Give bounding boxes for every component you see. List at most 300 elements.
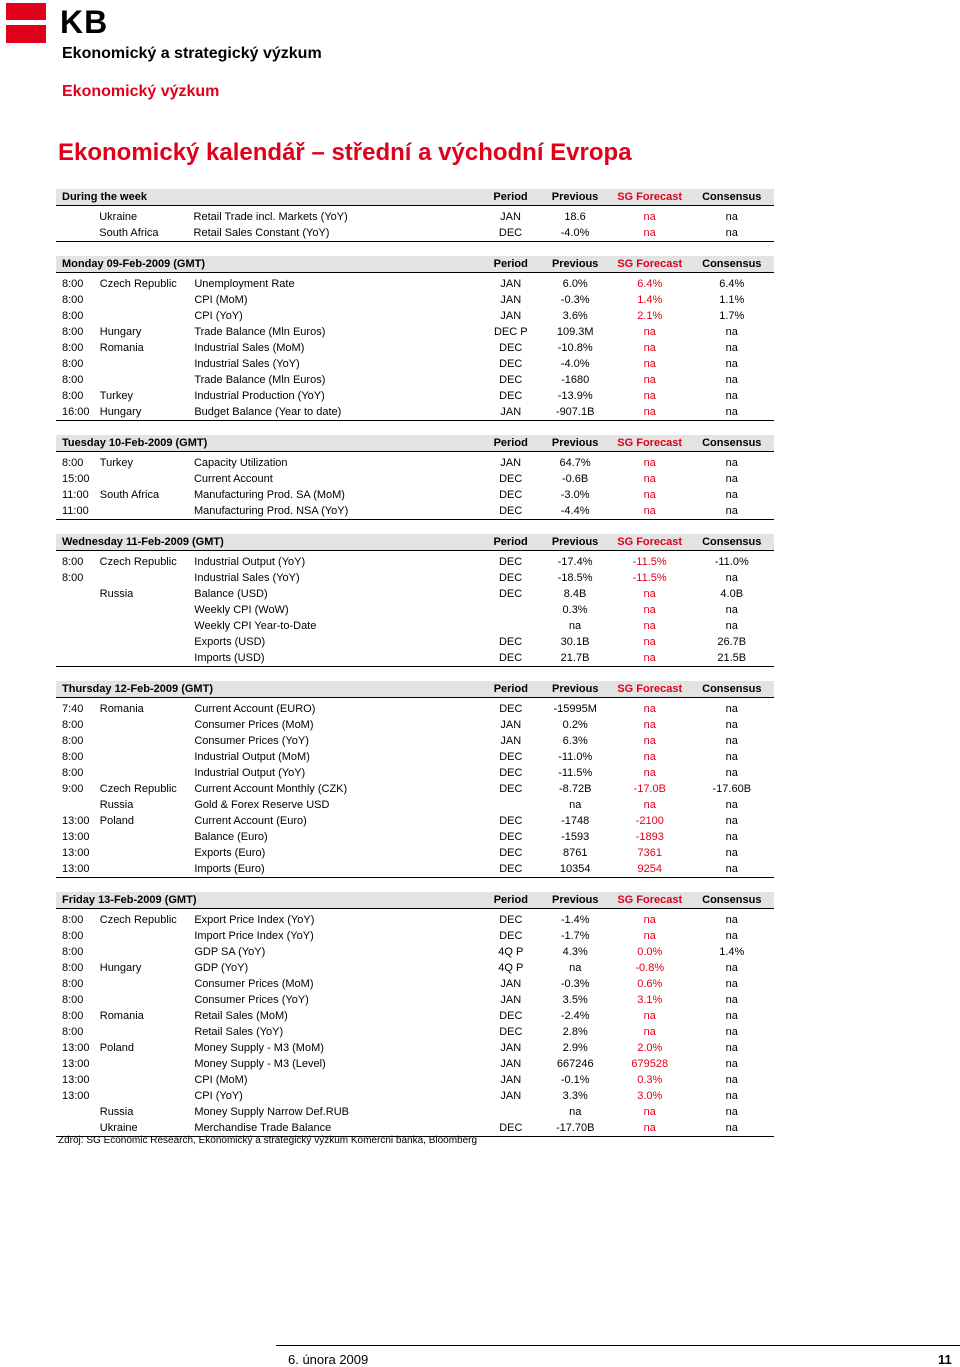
column-header-previous: Previous	[540, 189, 610, 206]
cell-country: Hungary	[99, 325, 142, 338]
cell-time: 8:00	[62, 309, 84, 322]
cell-time: 8:00	[62, 961, 84, 974]
table-row	[56, 928, 774, 944]
cell-indicator: Manufacturing Prod. SA (MoM)	[193, 488, 345, 501]
cell-country: Poland	[99, 814, 135, 827]
table-row	[56, 471, 774, 487]
cell-forecast: -0.8%	[635, 961, 665, 974]
cell-country: Romania	[99, 341, 144, 354]
cell-indicator: Consumer Prices (MoM)	[194, 718, 314, 731]
cell-forecast: 0.0%	[637, 945, 663, 958]
cell-indicator: Retail Sales (MoM)	[194, 1009, 288, 1022]
table-row	[56, 308, 774, 324]
cell-previous: 6.0%	[562, 277, 588, 290]
calendar-section-table	[56, 681, 774, 878]
cell-indicator: Manufacturing Prod. NSA (YoY)	[194, 503, 481, 520]
cell-previous: -8.72B	[559, 782, 592, 795]
cell-indicator: Imports (Euro)	[194, 861, 481, 878]
cell-consensus: na	[725, 341, 738, 354]
cell-forecast: na	[643, 373, 656, 386]
cell-previous: -11.0%	[558, 750, 593, 763]
cell-indicator: Money Supply - M3 (Level)	[194, 1057, 326, 1070]
cell-time	[56, 634, 100, 650]
cell-country	[100, 372, 195, 388]
cell-previous: -1680	[561, 373, 590, 386]
cell-country: Hungary	[99, 961, 142, 974]
cell-forecast: -11.5%	[632, 555, 667, 568]
cell-previous: -4.0%	[560, 357, 590, 370]
cell-previous: -0.6B	[561, 472, 589, 485]
cell-time: 8:00	[62, 718, 84, 731]
cell-country: Hungary	[100, 404, 195, 421]
cell-previous: -4.4%	[540, 503, 609, 520]
cell-period: DEC	[499, 702, 523, 715]
cell-indicator: Industrial Production (YoY)	[194, 389, 325, 402]
cell-forecast: na	[643, 718, 656, 731]
cell-period: DEC	[499, 488, 523, 501]
table-row	[56, 1056, 774, 1072]
cell-country	[100, 650, 195, 667]
cell-previous: 21.7B	[540, 650, 610, 667]
calendar-section-table	[56, 189, 774, 242]
cell-period: JAN	[500, 277, 522, 290]
cell-time: 8:00	[62, 913, 84, 926]
cell-indicator: CPI (MoM)	[194, 1073, 248, 1086]
cell-indicator: Exports (Euro)	[194, 846, 266, 859]
cell-time: 8:00	[62, 977, 84, 990]
cell-forecast: na	[643, 456, 656, 469]
cell-consensus: na	[725, 603, 738, 616]
cell-period: JAN	[500, 293, 522, 306]
table-row	[56, 813, 774, 829]
cell-time: 13:00	[62, 1089, 90, 1102]
cell-country: Turkey	[99, 456, 133, 469]
cell-country: Ukraine	[100, 1120, 195, 1137]
cell-period: JAN	[500, 309, 522, 322]
cell-indicator: Exports (USD)	[194, 635, 266, 648]
cell-period: DEC	[499, 1009, 523, 1022]
cell-country	[100, 861, 195, 878]
cell-previous: -1.4%	[560, 913, 590, 926]
cell-time: 8:00	[62, 341, 84, 354]
cell-period: DEC	[498, 571, 523, 584]
cell-country	[100, 765, 195, 781]
cell-consensus: na	[690, 503, 774, 520]
cell-forecast: -1893	[635, 830, 664, 843]
section-header-row	[56, 892, 774, 909]
cell-indicator: Budget Balance (Year to date)	[194, 404, 481, 421]
cell-indicator: Current Account	[193, 472, 273, 485]
cell-previous: -1748	[561, 814, 590, 827]
cell-indicator: Export Price Index (YoY)	[194, 913, 315, 926]
column-header-period: Period	[481, 681, 540, 698]
cell-consensus: na	[725, 1089, 738, 1102]
table-row	[56, 845, 774, 861]
cell-consensus: na	[725, 1041, 738, 1054]
cell-previous: 3.6%	[562, 309, 588, 322]
cell-country	[100, 471, 194, 487]
cell-period: 4Q P	[498, 945, 524, 958]
table-row	[56, 292, 774, 308]
cell-consensus: na	[725, 913, 738, 926]
cell-time	[56, 602, 100, 618]
section-title: During the week	[56, 189, 481, 206]
cell-previous: -1593	[561, 830, 590, 843]
section-title: Monday 09-Feb-2009 (GMT)	[56, 256, 481, 273]
cell-consensus: na	[725, 977, 738, 990]
cell-forecast: na	[643, 734, 656, 747]
column-header-consensus: Consensus	[690, 435, 774, 452]
cell-indicator: Capacity Utilization	[193, 456, 288, 469]
column-header-forecast: SG Forecast	[610, 256, 690, 273]
cell-consensus: na	[725, 846, 738, 859]
footer-divider	[276, 1345, 960, 1346]
table-row	[56, 487, 774, 503]
cell-forecast: 0.3%	[637, 1073, 663, 1086]
column-header-previous: Previous	[541, 892, 610, 909]
cell-forecast: na	[643, 798, 656, 811]
section-title: Tuesday 10-Feb-2009 (GMT)	[56, 435, 481, 452]
column-header-forecast: SG Forecast	[610, 681, 690, 698]
table-row	[56, 554, 774, 570]
cell-indicator: Industrial Sales (YoY)	[194, 571, 300, 584]
table-row	[56, 276, 774, 292]
cell-indicator: GDP SA (YoY)	[194, 945, 266, 958]
cell-indicator: Consumer Prices (YoY)	[194, 734, 309, 747]
cell-previous: na	[569, 798, 582, 811]
footer-date: 6. února 2009	[288, 1352, 369, 1367]
cell-forecast: na	[610, 1120, 690, 1137]
cell-country	[100, 944, 195, 960]
cell-time: 8:00	[62, 277, 84, 290]
cell-previous: -2.4%	[560, 1009, 590, 1022]
cell-consensus: na	[725, 750, 738, 763]
cell-previous: -3.0%	[560, 488, 590, 501]
cell-previous: -10.8%	[557, 341, 593, 354]
cell-country	[100, 1056, 195, 1072]
cell-indicator: Consumer Prices (MoM)	[194, 977, 314, 990]
cell-indicator: Industrial Output (YoY)	[194, 555, 306, 568]
cell-forecast: na	[643, 635, 656, 648]
column-header-consensus: Consensus	[689, 189, 774, 206]
cell-period: DEC	[498, 635, 523, 648]
cell-consensus: na	[690, 1120, 774, 1137]
cell-forecast: na	[643, 1105, 656, 1118]
table-row	[56, 1104, 774, 1120]
cell-country	[100, 292, 195, 308]
cell-time: 8:00	[62, 456, 84, 469]
section-title: Friday 13-Feb-2009 (GMT)	[56, 892, 481, 909]
table-row	[56, 992, 774, 1008]
cell-forecast: na	[610, 650, 690, 667]
cell-previous: 10354	[541, 861, 610, 878]
cell-period: DEC	[499, 929, 523, 942]
cell-time	[56, 586, 100, 602]
cell-forecast: na	[643, 750, 656, 763]
table-row	[56, 861, 774, 878]
cell-period: DEC	[481, 1120, 540, 1137]
cell-indicator: Trade Balance (Mln Euros)	[194, 325, 326, 338]
cell-indicator: Import Price Index (YoY)	[194, 929, 314, 942]
cell-consensus: na	[725, 1009, 738, 1022]
cell-previous: na	[568, 619, 582, 632]
cell-consensus: 1.4%	[719, 945, 745, 958]
cell-country	[100, 928, 195, 944]
cell-indicator: Retail Sales (YoY)	[194, 1025, 284, 1038]
cell-consensus: 1.7%	[719, 309, 745, 322]
section-title: Wednesday 11-Feb-2009 (GMT)	[56, 534, 481, 551]
cell-country: South Africa	[99, 488, 160, 501]
cell-period: DEC	[481, 650, 540, 667]
cell-period: JAN	[500, 734, 522, 747]
cell-country	[100, 634, 195, 650]
cell-consensus: na	[725, 571, 738, 584]
cell-consensus: na	[725, 373, 738, 386]
cell-previous: 2.9%	[562, 1041, 588, 1054]
cell-forecast: 9254	[610, 861, 690, 878]
cell-indicator: CPI (MoM)	[194, 293, 248, 306]
column-header-period: Period	[481, 256, 540, 273]
cell-previous: 18.6	[564, 210, 586, 223]
cell-forecast: na	[643, 619, 656, 632]
cell-country	[100, 992, 195, 1008]
cell-consensus: na	[725, 734, 738, 747]
calendar-section-table	[56, 534, 774, 667]
cell-period: DEC	[499, 1025, 523, 1038]
cell-previous: -1.7%	[560, 929, 590, 942]
column-header-period: Period	[481, 435, 540, 452]
column-header-period: Period	[481, 534, 540, 551]
cell-previous: -907.1B	[540, 404, 609, 421]
cell-period: DEC	[499, 766, 523, 779]
calendar-section-table	[56, 256, 774, 421]
cell-consensus: 26.7B	[717, 635, 747, 648]
table-row	[56, 912, 774, 928]
section-title: Thursday 12-Feb-2009 (GMT)	[56, 681, 481, 698]
cell-forecast: na	[643, 587, 656, 600]
cell-period: DEC	[499, 830, 523, 843]
cell-previous: 0.2%	[562, 718, 588, 731]
cell-consensus: na	[725, 929, 738, 942]
cell-forecast: na	[610, 503, 690, 520]
cell-time: 7:40	[62, 702, 84, 715]
table-row	[56, 634, 774, 650]
cell-country: Russia	[99, 798, 134, 811]
cell-indicator: Merchandise Trade Balance	[194, 1120, 481, 1137]
cell-period: DEC	[481, 861, 540, 878]
cell-previous: -0.1%	[560, 1073, 590, 1086]
cell-indicator: Retail Trade incl. Markets (YoY)	[193, 210, 348, 223]
column-header-forecast: SG Forecast	[610, 435, 690, 452]
table-row	[56, 570, 774, 586]
cell-period: JAN	[500, 1089, 522, 1102]
cell-consensus: na	[725, 702, 738, 715]
cell-period: DEC	[499, 846, 523, 859]
cell-indicator: Imports (USD)	[194, 650, 481, 667]
cell-period: JAN	[500, 456, 522, 469]
cell-period: JAN	[500, 1057, 522, 1070]
cell-consensus: na	[725, 798, 738, 811]
cell-period: DEC	[499, 357, 523, 370]
calendar-section-table	[56, 435, 774, 520]
table-row	[56, 781, 774, 797]
cell-country: Romania	[99, 1009, 144, 1022]
table-row	[56, 340, 774, 356]
cell-time: 13:00	[62, 1073, 90, 1086]
table-row	[56, 388, 774, 404]
cell-indicator: Current Account (Euro)	[194, 814, 307, 827]
cell-indicator: Weekly CPI (WoW)	[194, 603, 289, 616]
cell-indicator: Balance (USD)	[194, 587, 268, 600]
table-row	[56, 1088, 774, 1104]
cell-consensus: na	[725, 814, 738, 827]
cell-indicator: Industrial Sales (YoY)	[194, 357, 300, 370]
cell-period: JAN	[500, 210, 521, 223]
cell-forecast: na	[643, 488, 656, 501]
table-row	[56, 1072, 774, 1088]
cell-consensus: na	[725, 357, 738, 370]
cell-country: Romania	[99, 702, 144, 715]
cell-country	[100, 976, 195, 992]
cell-forecast: na	[643, 702, 656, 715]
table-row	[56, 602, 774, 618]
cell-time	[56, 225, 99, 242]
table-row	[56, 1040, 774, 1056]
cell-time: 8:00	[62, 357, 84, 370]
cell-previous: -0.3%	[560, 293, 590, 306]
cell-previous: -17.4%	[557, 555, 593, 568]
cell-country	[100, 1088, 195, 1104]
cell-time: 8:00	[62, 571, 84, 584]
cell-time: 8:00	[62, 734, 84, 747]
table-row	[56, 1024, 774, 1040]
cell-consensus: na	[725, 766, 738, 779]
table-row	[56, 960, 774, 976]
cell-indicator: Balance (Euro)	[194, 830, 268, 843]
cell-time: 8:00	[62, 929, 84, 942]
cell-forecast: na	[643, 1025, 656, 1038]
cell-indicator: Current Account Monthly (CZK)	[194, 782, 348, 795]
cell-period: DEC	[499, 782, 523, 795]
cell-previous: -4.0%	[540, 225, 610, 242]
cell-consensus: na	[725, 1057, 738, 1070]
cell-time: 8:00	[62, 555, 84, 568]
source-note: Zdroj: SG Economic Research, Ekonomický a strategický výzkum Komercni banka, Bloomberg	[58, 1135, 478, 1146]
cell-previous: 8761	[562, 846, 588, 859]
cell-previous: -11.5%	[558, 766, 593, 779]
cell-consensus: na	[725, 472, 738, 485]
column-header-consensus: Consensus	[690, 256, 774, 273]
page-number: 11	[938, 1352, 952, 1367]
cell-forecast: 679528	[631, 1057, 669, 1070]
cell-country: South Africa	[99, 225, 193, 242]
cell-previous: -13.9%	[557, 389, 593, 402]
table-row	[56, 324, 774, 340]
cell-time: 8:00	[62, 389, 84, 402]
cell-period: DEC	[499, 750, 523, 763]
cell-previous: 8.4B	[563, 587, 587, 600]
column-header-forecast: SG Forecast	[610, 534, 690, 551]
cell-time: 16:00	[56, 404, 100, 421]
cell-time: 11:00	[56, 503, 100, 520]
cell-forecast: na	[643, 389, 656, 402]
cell-previous: 667246	[556, 1057, 594, 1070]
section-header-row	[56, 256, 774, 273]
cell-consensus: na	[725, 993, 738, 1006]
cell-time: 8:00	[62, 945, 84, 958]
cell-indicator: Money Supply - M3 (MoM)	[194, 1041, 324, 1054]
cell-indicator: Weekly CPI Year-to-Date	[194, 619, 317, 632]
cell-consensus: -17.60B	[712, 782, 752, 795]
column-header-previous: Previous	[540, 534, 610, 551]
table-row	[56, 618, 774, 634]
column-header-previous: Previous	[540, 256, 609, 273]
cell-forecast: na	[643, 929, 656, 942]
table-row	[56, 701, 774, 717]
cell-consensus: 6.4%	[719, 277, 745, 290]
cell-time: 8:00	[62, 1009, 84, 1022]
cell-country	[100, 356, 195, 372]
cell-forecast: 3.0%	[637, 1089, 663, 1102]
cell-previous: 30.1B	[560, 635, 590, 648]
cell-forecast: 7361	[637, 846, 662, 859]
cell-time	[56, 618, 100, 634]
cell-forecast: na	[643, 1009, 656, 1022]
cell-time: 8:00	[62, 325, 84, 338]
cell-period: JAN	[500, 993, 522, 1006]
cell-period	[481, 618, 540, 634]
cell-forecast: 2.0%	[637, 1041, 663, 1054]
column-header-consensus: Consensus	[690, 681, 774, 698]
cell-time: 13:00	[62, 1041, 90, 1054]
cell-period	[481, 797, 540, 813]
cell-previous: -0.3%	[560, 977, 590, 990]
cell-time: 9:00	[62, 782, 84, 795]
cell-consensus: 4.0B	[720, 587, 744, 600]
cell-previous: 0.3%	[562, 603, 588, 616]
cell-previous: 3.5%	[562, 993, 588, 1006]
cell-country	[100, 602, 195, 618]
table-row	[56, 455, 774, 471]
cell-consensus: na	[725, 389, 738, 402]
table-row	[56, 717, 774, 733]
cell-consensus: 21.5B	[690, 650, 775, 667]
cell-indicator: Gold & Forex Reserve USD	[194, 798, 330, 811]
cell-indicator: Retail Sales Constant (YoY)	[194, 225, 481, 242]
table-row	[56, 976, 774, 992]
cell-country	[100, 717, 195, 733]
section-header-row	[56, 534, 774, 551]
table-row	[56, 586, 774, 602]
cell-forecast: na	[643, 913, 656, 926]
cell-consensus: na	[690, 861, 774, 878]
cell-period	[481, 602, 540, 618]
cell-consensus: na	[725, 325, 738, 338]
cell-previous: 2.8%	[562, 1025, 588, 1038]
cell-period: JAN	[500, 1073, 522, 1086]
cell-previous: 109.3M	[556, 325, 594, 338]
table-row	[56, 503, 774, 520]
table-row	[56, 749, 774, 765]
cell-country: Czech Republic	[99, 913, 177, 926]
cell-time: 13:00	[62, 830, 90, 843]
cell-period: DEC	[481, 503, 540, 520]
cell-country: Russia	[99, 1105, 134, 1118]
table-row	[56, 733, 774, 749]
cell-period: JAN	[500, 1041, 522, 1054]
cell-time: 8:00	[62, 750, 84, 763]
cell-previous: -18.5%	[557, 571, 593, 584]
